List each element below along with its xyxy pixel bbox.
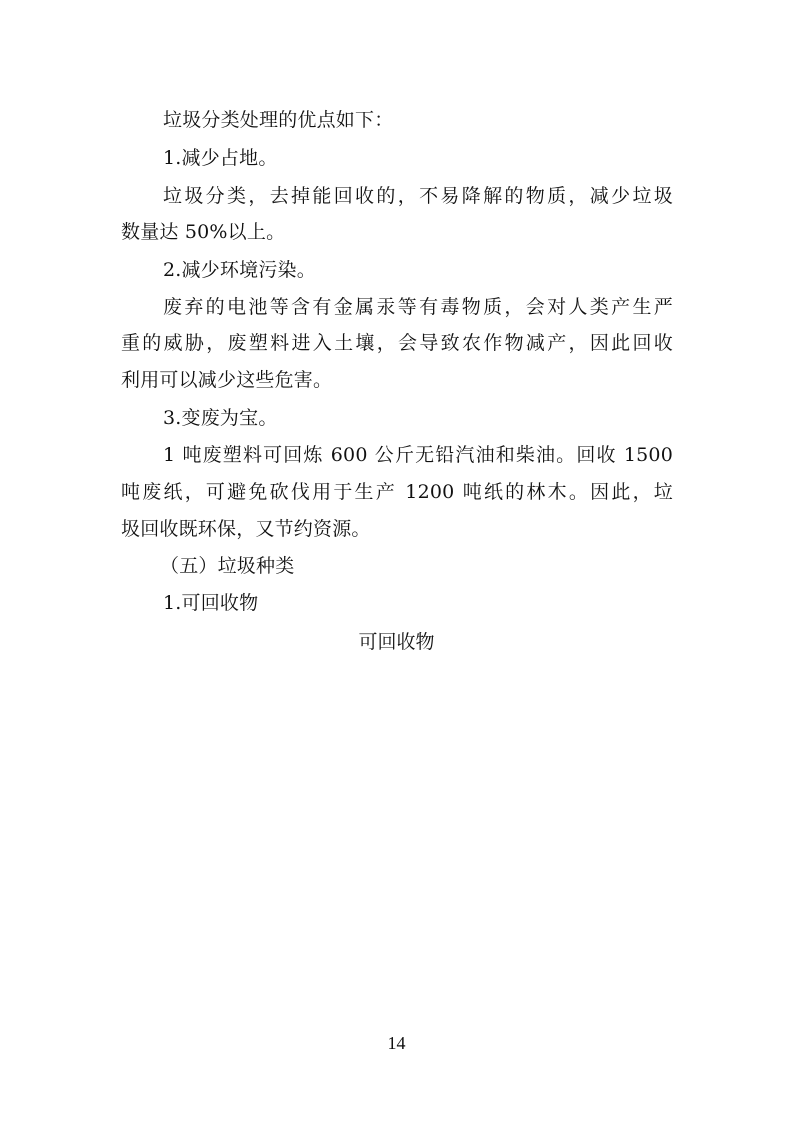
point-2-text-line-3: 利用可以减少这些危害。 <box>121 369 333 391</box>
subsection-heading: 1.可回收物 <box>163 592 259 614</box>
page-number: 14 <box>387 1033 406 1053</box>
point-2-heading: 2.减少环境污染。 <box>163 259 316 281</box>
point-3-heading: 3.变废为宝。 <box>163 407 278 429</box>
section-five-heading: （五）垃圾种类 <box>160 555 295 577</box>
point-3-text-line-1: 1 吨废塑料可回炼 600 公斤无铅汽油和柴油。回收 1500 <box>163 444 673 466</box>
point-2-text-line-2: 重的威胁，废塑料进入土壤，会导致农作物减产，因此回收 <box>121 332 673 354</box>
figure-placeholder <box>121 660 673 1010</box>
point-2-text-line-1: 废弃的电池等含有金属汞等有毒物质，会对人类产生严 <box>163 296 673 318</box>
figure-caption: 可回收物 <box>358 631 435 653</box>
point-1-text-line-1: 垃圾分类，去掉能回收的，不易降解的物质，减少垃圾 <box>163 185 673 207</box>
point-3-text-line-2: 吨废纸，可避免砍伐用于生产 1200 吨纸的林木。因此，垃 <box>121 481 673 503</box>
point-3-text-line-3: 圾回收既环保，又节约资源。 <box>121 518 371 540</box>
point-1-text-line-2: 数量达 50%以上。 <box>121 221 286 243</box>
point-1-heading: 1.减少占地。 <box>163 147 278 169</box>
intro-text: 垃圾分类处理的优点如下： <box>163 109 394 131</box>
